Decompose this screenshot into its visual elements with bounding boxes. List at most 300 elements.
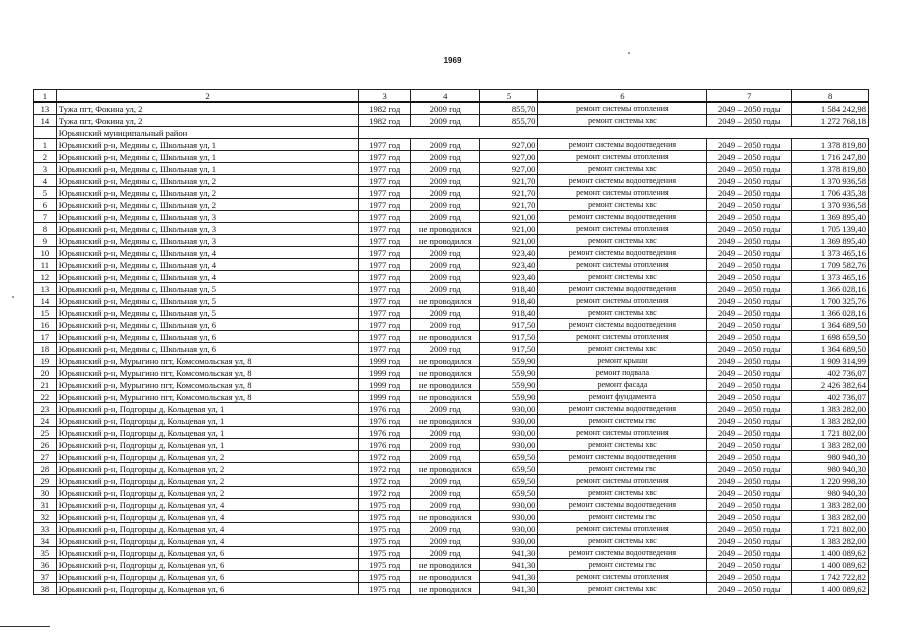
estimated-cost-cell: 1 721 802,00 xyxy=(792,427,869,439)
district-row-filler xyxy=(359,127,869,139)
total-area-cell: 930,00 xyxy=(480,523,538,535)
row-number-cell: 14 xyxy=(34,115,57,127)
estimated-cost-cell: 402 736,07 xyxy=(792,391,869,403)
row-number-cell: 3 xyxy=(34,163,57,175)
address-cell: Юрьянский р-н, Медяны с, Школьная ул, 5 xyxy=(56,295,359,307)
column-number: 3 xyxy=(359,90,411,103)
work-type-cell: ремонт системы отопления xyxy=(538,259,707,271)
table-row xyxy=(34,283,869,295)
planned-period-cell: 2049 – 2050 годы xyxy=(707,271,792,283)
total-area-cell: 917,50 xyxy=(480,331,538,343)
address-cell: Юрьянский р-н, Медяны с, Школьная ул, 6 xyxy=(56,331,359,343)
last-repair-year-cell: не проводился xyxy=(411,391,480,403)
estimated-cost-cell: 1 400 089,62 xyxy=(792,547,869,559)
estimated-cost-cell: 402 736,07 xyxy=(792,367,869,379)
estimated-cost-cell: 1 716 247,80 xyxy=(792,151,869,163)
table-row xyxy=(34,355,869,367)
planned-period-cell: 2049 – 2050 годы xyxy=(707,439,792,451)
work-type-cell: ремонт системы водоотведения xyxy=(538,403,707,415)
address-cell: Юрьянский р-н, Подгорцы д, Кольцевая ул, 4 xyxy=(56,523,359,535)
address-cell: Юрьянский р-н, Мурыгино пгт, Комсомольская ул, 8 xyxy=(56,391,359,403)
address-cell: Юрьянский р-н, Подгорцы д, Кольцевая ул, 1 xyxy=(56,403,359,415)
table-row xyxy=(34,475,869,487)
planned-period-cell: 2049 – 2050 годы xyxy=(707,199,792,211)
year-built-cell: 1977 год xyxy=(359,343,411,355)
last-repair-year-cell: 2009 год xyxy=(411,271,480,283)
address-cell: Юрьянский р-н, Подгорцы д, Кольцевая ул, 6 xyxy=(56,571,359,583)
column-number: 4 xyxy=(411,90,480,103)
last-repair-year-cell: 2009 год xyxy=(411,163,480,175)
last-repair-year-cell: 2009 год xyxy=(411,187,480,199)
last-repair-year-cell: 2009 год xyxy=(411,451,480,463)
total-area-cell: 930,00 xyxy=(480,511,538,523)
work-type-cell: ремонт системы водоотведения xyxy=(538,547,707,559)
last-repair-year-cell: не проводился xyxy=(411,463,480,475)
planned-period-cell: 2049 – 2050 годы xyxy=(707,511,792,523)
last-repair-year-cell: 2009 год xyxy=(411,102,480,115)
address-cell: Юрьянский р-н, Медяны с, Школьная ул, 5 xyxy=(56,283,359,295)
row-number-cell: 9 xyxy=(34,235,57,247)
table-row xyxy=(34,223,869,235)
row-number-cell: 8 xyxy=(34,223,57,235)
total-area-cell: 921,70 xyxy=(480,187,538,199)
year-built-cell: 1976 год xyxy=(359,427,411,439)
work-type-cell: ремонт системы хвс xyxy=(538,115,707,127)
last-repair-year-cell: не проводился xyxy=(411,571,480,583)
total-area-cell: 927,00 xyxy=(480,151,538,163)
estimated-cost-cell: 1 383 282,00 xyxy=(792,439,869,451)
estimated-cost-cell: 1 383 282,00 xyxy=(792,499,869,511)
total-area-cell: 917,50 xyxy=(480,319,538,331)
table-row xyxy=(34,427,869,439)
year-built-cell: 1972 год xyxy=(359,475,411,487)
estimated-cost-cell: 1 742 722,82 xyxy=(792,571,869,583)
work-type-cell: ремонт фундамента xyxy=(538,391,707,403)
total-area-cell: 659,50 xyxy=(480,487,538,499)
estimated-cost-cell: 1 378 819,80 xyxy=(792,163,869,175)
work-type-cell: ремонт системы водоотведения xyxy=(538,451,707,463)
address-cell: Юрьянский р-н, Подгорцы д, Кольцевая ул, 4 xyxy=(56,535,359,547)
year-built-cell: 1977 год xyxy=(359,187,411,199)
address-cell: Юрьянский р-н, Мурыгино пгт, Комсомольская ул, 8 xyxy=(56,379,359,391)
estimated-cost-cell: 1 383 282,00 xyxy=(792,535,869,547)
year-built-cell: 1977 год xyxy=(359,307,411,319)
row-number-cell: 2 xyxy=(34,151,57,163)
last-repair-year-cell: 2009 год xyxy=(411,175,480,187)
row-number-cell: 32 xyxy=(34,511,57,523)
table-row xyxy=(34,367,869,379)
total-area-cell: 923,40 xyxy=(480,259,538,271)
last-repair-year-cell: 2009 год xyxy=(411,211,480,223)
work-type-cell: ремонт системы хвс xyxy=(538,199,707,211)
row-number-cell: 12 xyxy=(34,271,57,283)
planned-period-cell: 2049 – 2050 годы xyxy=(707,235,792,247)
estimated-cost-cell: 1 366 028,16 xyxy=(792,307,869,319)
planned-period-cell: 2049 – 2050 годы xyxy=(707,223,792,235)
estimated-cost-cell: 1 364 689,50 xyxy=(792,319,869,331)
table-row xyxy=(34,163,869,175)
planned-period-cell: 2049 – 2050 годы xyxy=(707,211,792,223)
address-cell: Юрьянский р-н, Медяны с, Школьная ул, 4 xyxy=(56,259,359,271)
total-area-cell: 921,00 xyxy=(480,211,538,223)
total-area-cell: 930,00 xyxy=(480,415,538,427)
estimated-cost-cell: 1 721 802,00 xyxy=(792,523,869,535)
planned-period-cell: 2049 – 2050 годы xyxy=(707,547,792,559)
last-repair-year-cell: 2009 год xyxy=(411,439,480,451)
table-row xyxy=(34,199,869,211)
address-cell: Юрьянский р-н, Медяны с, Школьная ул, 1 xyxy=(56,163,359,175)
row-number-cell: 1 xyxy=(34,139,57,151)
estimated-cost-cell: 1 383 282,00 xyxy=(792,415,869,427)
row-number-cell: 19 xyxy=(34,355,57,367)
total-area-cell: 855,70 xyxy=(480,115,538,127)
address-cell: Юрьянский р-н, Медяны с, Школьная ул, 4 xyxy=(56,271,359,283)
address-cell: Юрьянский р-н, Подгорцы д, Кольцевая ул, 6 xyxy=(56,547,359,559)
year-built-cell: 1975 год xyxy=(359,511,411,523)
estimated-cost-cell: 1 378 819,80 xyxy=(792,139,869,151)
row-number-cell: 22 xyxy=(34,391,57,403)
total-area-cell: 917,50 xyxy=(480,343,538,355)
table-row xyxy=(34,523,869,535)
column-number-row xyxy=(34,90,869,103)
estimated-cost-cell: 980 940,30 xyxy=(792,487,869,499)
district-heading-row xyxy=(34,127,869,139)
table-row xyxy=(34,559,869,571)
address-cell: Тужа пгт, Фокина ул, 2 xyxy=(56,115,359,127)
table-row xyxy=(34,499,869,511)
year-built-cell: 1977 год xyxy=(359,271,411,283)
work-type-cell: ремонт системы отопления xyxy=(538,102,707,115)
year-built-cell: 1977 год xyxy=(359,211,411,223)
row-number-cell: 38 xyxy=(34,583,57,595)
work-type-cell: ремонт системы отопления xyxy=(538,523,707,535)
planned-period-cell: 2049 – 2050 годы xyxy=(707,102,792,115)
address-cell: Юрьянский р-н, Медяны с, Школьная ул, 4 xyxy=(56,247,359,259)
table-row xyxy=(34,319,869,331)
table-row xyxy=(34,547,869,559)
estimated-cost-cell: 1 383 282,00 xyxy=(792,511,869,523)
total-area-cell: 659,50 xyxy=(480,475,538,487)
table-row xyxy=(34,187,869,199)
estimated-cost-cell: 1 220 998,30 xyxy=(792,475,869,487)
table-row xyxy=(34,463,869,475)
planned-period-cell: 2049 – 2050 годы xyxy=(707,343,792,355)
scan-speck xyxy=(12,296,14,298)
address-cell: Юрьянский р-н, Медяны с, Школьная ул, 2 xyxy=(56,199,359,211)
address-cell: Юрьянский р-н, Подгорцы д, Кольцевая ул, 6 xyxy=(56,559,359,571)
planned-period-cell: 2049 – 2050 годы xyxy=(707,475,792,487)
planned-period-cell: 2049 – 2050 годы xyxy=(707,331,792,343)
last-repair-year-cell: 2009 год xyxy=(411,523,480,535)
work-type-cell: ремонт системы отопления xyxy=(538,475,707,487)
table-body xyxy=(34,90,869,595)
last-repair-year-cell: не проводился xyxy=(411,367,480,379)
year-built-cell: 1975 год xyxy=(359,547,411,559)
column-number: 7 xyxy=(707,90,792,103)
row-number-cell: 11 xyxy=(34,259,57,271)
address-cell: Юрьянский р-н, Мурыгино пгт, Комсомольская ул, 8 xyxy=(56,367,359,379)
table-row xyxy=(34,247,869,259)
total-area-cell: 559,90 xyxy=(480,379,538,391)
address-cell: Юрьянский р-н, Медяны с, Школьная ул, 1 xyxy=(56,139,359,151)
work-type-cell: ремонт системы водоотведения xyxy=(538,247,707,259)
year-built-cell: 1999 год xyxy=(359,391,411,403)
total-area-cell: 923,40 xyxy=(480,271,538,283)
year-built-cell: 1977 год xyxy=(359,163,411,175)
estimated-cost-cell: 1 364 689,50 xyxy=(792,343,869,355)
planned-period-cell: 2049 – 2050 годы xyxy=(707,307,792,319)
row-number-cell: 21 xyxy=(34,379,57,391)
row-number-cell: 16 xyxy=(34,319,57,331)
row-number-cell: 27 xyxy=(34,451,57,463)
estimated-cost-cell: 1 909 314,99 xyxy=(792,355,869,367)
total-area-cell: 559,90 xyxy=(480,367,538,379)
work-type-cell: ремонт системы хвс xyxy=(538,343,707,355)
work-type-cell: ремонт подвала xyxy=(538,367,707,379)
address-cell: Юрьянский р-н, Подгорцы д, Кольцевая ул, 2 xyxy=(56,463,359,475)
last-repair-year-cell: не проводился xyxy=(411,223,480,235)
work-type-cell: ремонт системы хвс xyxy=(538,439,707,451)
row-number-cell: 24 xyxy=(34,415,57,427)
planned-period-cell: 2049 – 2050 годы xyxy=(707,523,792,535)
row-number-cell: 4 xyxy=(34,175,57,187)
year-built-cell: 1976 год xyxy=(359,439,411,451)
work-type-cell: ремонт системы гвс xyxy=(538,415,707,427)
table-row xyxy=(34,379,869,391)
planned-period-cell: 2049 – 2050 годы xyxy=(707,571,792,583)
year-built-cell: 1977 год xyxy=(359,151,411,163)
estimated-cost-cell: 1 366 028,16 xyxy=(792,283,869,295)
column-number: 1 xyxy=(34,90,57,103)
planned-period-cell: 2049 – 2050 годы xyxy=(707,463,792,475)
row-number-cell: 34 xyxy=(34,535,57,547)
planned-period-cell: 2049 – 2050 годы xyxy=(707,319,792,331)
address-cell: Юрьянский р-н, Медяны с, Школьная ул, 3 xyxy=(56,235,359,247)
total-area-cell: 559,90 xyxy=(480,355,538,367)
table-row xyxy=(34,307,869,319)
table-row xyxy=(34,235,869,247)
year-built-cell: 1975 год xyxy=(359,523,411,535)
address-cell: Юрьянский р-н, Подгорцы д, Кольцевая ул, 1 xyxy=(56,427,359,439)
planned-period-cell: 2049 – 2050 годы xyxy=(707,355,792,367)
year-built-cell: 1977 год xyxy=(359,223,411,235)
year-built-cell: 1977 год xyxy=(359,199,411,211)
table-row xyxy=(34,115,869,127)
last-repair-year-cell: 2009 год xyxy=(411,535,480,547)
total-area-cell: 659,50 xyxy=(480,451,538,463)
year-built-cell: 1975 год xyxy=(359,583,411,595)
work-type-cell: ремонт системы водоотведения xyxy=(538,283,707,295)
planned-period-cell: 2049 – 2050 годы xyxy=(707,259,792,271)
address-cell: Юрьянский р-н, Подгорцы д, Кольцевая ул, 6 xyxy=(56,583,359,595)
row-number-cell: 14 xyxy=(34,295,57,307)
total-area-cell: 930,00 xyxy=(480,499,538,511)
estimated-cost-cell: 1 705 139,40 xyxy=(792,223,869,235)
row-number-cell: 33 xyxy=(34,523,57,535)
row-number-cell: 35 xyxy=(34,547,57,559)
planned-period-cell: 2049 – 2050 годы xyxy=(707,247,792,259)
work-type-cell: ремонт системы отопления xyxy=(538,295,707,307)
estimated-cost-cell: 1 370 936,58 xyxy=(792,175,869,187)
row-number-cell xyxy=(34,127,57,139)
table-row xyxy=(34,391,869,403)
planned-period-cell: 2049 – 2050 годы xyxy=(707,451,792,463)
last-repair-year-cell: 2009 год xyxy=(411,259,480,271)
row-number-cell: 7 xyxy=(34,211,57,223)
row-number-cell: 18 xyxy=(34,343,57,355)
total-area-cell: 918,40 xyxy=(480,283,538,295)
year-built-cell: 1982 год xyxy=(359,115,411,127)
year-built-cell: 1999 год xyxy=(359,367,411,379)
work-type-cell: ремонт системы отопления xyxy=(538,151,707,163)
row-number-cell: 13 xyxy=(34,283,57,295)
year-built-cell: 1975 год xyxy=(359,571,411,583)
work-type-cell: ремонт системы хвс xyxy=(538,307,707,319)
planned-period-cell: 2049 – 2050 годы xyxy=(707,175,792,187)
work-type-cell: ремонт крыши xyxy=(538,355,707,367)
last-repair-year-cell: 2009 год xyxy=(411,307,480,319)
total-area-cell: 918,40 xyxy=(480,295,538,307)
table-row xyxy=(34,415,869,427)
row-number-cell: 28 xyxy=(34,463,57,475)
row-number-cell: 15 xyxy=(34,307,57,319)
year-built-cell: 1977 год xyxy=(359,283,411,295)
year-built-cell: 1977 год xyxy=(359,139,411,151)
estimated-cost-cell: 1 383 282,00 xyxy=(792,403,869,415)
planned-period-cell: 2049 – 2050 годы xyxy=(707,403,792,415)
address-cell: Юрьянский р-н, Медяны с, Школьная ул, 2 xyxy=(56,175,359,187)
planned-period-cell: 2049 – 2050 годы xyxy=(707,151,792,163)
row-number-cell: 31 xyxy=(34,499,57,511)
row-number-cell: 36 xyxy=(34,559,57,571)
column-number: 2 xyxy=(56,90,359,103)
table-row xyxy=(34,535,869,547)
work-type-cell: ремонт системы гвс xyxy=(538,559,707,571)
row-number-cell: 37 xyxy=(34,571,57,583)
page-number: 1969 xyxy=(443,56,462,65)
row-number-cell: 20 xyxy=(34,367,57,379)
year-built-cell: 1972 год xyxy=(359,451,411,463)
total-area-cell: 921,70 xyxy=(480,199,538,211)
total-area-cell: 930,00 xyxy=(480,439,538,451)
planned-period-cell: 2049 – 2050 годы xyxy=(707,187,792,199)
table-row xyxy=(34,343,869,355)
table-row xyxy=(34,331,869,343)
address-cell: Юрьянский р-н, Медяны с, Школьная ул, 3 xyxy=(56,211,359,223)
total-area-cell: 930,00 xyxy=(480,535,538,547)
address-cell: Юрьянский р-н, Медяны с, Школьная ул, 2 xyxy=(56,187,359,199)
year-built-cell: 1977 год xyxy=(359,247,411,259)
estimated-cost-cell: 1 400 089,62 xyxy=(792,583,869,595)
address-cell: Юрьянский р-н, Подгорцы д, Кольцевая ул, 2 xyxy=(56,475,359,487)
planned-period-cell: 2049 – 2050 годы xyxy=(707,415,792,427)
work-type-cell: ремонт системы отопления xyxy=(538,331,707,343)
total-area-cell: 930,00 xyxy=(480,427,538,439)
year-built-cell: 1972 год xyxy=(359,487,411,499)
last-repair-year-cell: 2009 год xyxy=(411,283,480,295)
work-type-cell: ремонт системы хвс xyxy=(538,163,707,175)
year-built-cell: 1975 год xyxy=(359,559,411,571)
address-cell: Юрьянский р-н, Подгорцы д, Кольцевая ул, 2 xyxy=(56,487,359,499)
address-cell: Юрьянский р-н, Подгорцы д, Кольцевая ул, 4 xyxy=(56,499,359,511)
estimated-cost-cell: 1 698 659,50 xyxy=(792,331,869,343)
planned-period-cell: 2049 – 2050 годы xyxy=(707,367,792,379)
planned-period-cell: 2049 – 2050 годы xyxy=(707,535,792,547)
last-repair-year-cell: 2009 год xyxy=(411,319,480,331)
row-number-cell: 17 xyxy=(34,331,57,343)
work-type-cell: ремонт фасада xyxy=(538,379,707,391)
table-row xyxy=(34,439,869,451)
planned-period-cell: 2049 – 2050 годы xyxy=(707,163,792,175)
table-row xyxy=(34,571,869,583)
work-type-cell: ремонт системы хвс xyxy=(538,535,707,547)
last-repair-year-cell: не проводился xyxy=(411,559,480,571)
last-repair-year-cell: не проводился xyxy=(411,583,480,595)
address-cell: Юрьянский р-н, Медяны с, Школьная ул, 6 xyxy=(56,343,359,355)
last-repair-year-cell: не проводился xyxy=(411,295,480,307)
column-number: 8 xyxy=(792,90,869,103)
table-row xyxy=(34,271,869,283)
total-area-cell: 855,70 xyxy=(480,102,538,115)
total-area-cell: 921,00 xyxy=(480,235,538,247)
total-area-cell: 930,00 xyxy=(480,403,538,415)
last-repair-year-cell: не проводился xyxy=(411,379,480,391)
table-row xyxy=(34,139,869,151)
last-repair-year-cell: 2009 год xyxy=(411,487,480,499)
total-area-cell: 927,00 xyxy=(480,163,538,175)
year-built-cell: 1982 год xyxy=(359,102,411,115)
repair-schedule-table xyxy=(33,89,869,595)
planned-period-cell: 2049 – 2050 годы xyxy=(707,427,792,439)
table-row xyxy=(34,403,869,415)
last-repair-year-cell: 2009 год xyxy=(411,475,480,487)
footnote-rule xyxy=(0,626,50,627)
table-row xyxy=(34,102,869,115)
table-row xyxy=(34,487,869,499)
planned-period-cell: 2049 – 2050 годы xyxy=(707,115,792,127)
estimated-cost-cell: 1 700 325,76 xyxy=(792,295,869,307)
row-number-cell: 5 xyxy=(34,187,57,199)
estimated-cost-cell: 1 584 242,98 xyxy=(792,102,869,115)
table-row xyxy=(34,259,869,271)
table-row xyxy=(34,295,869,307)
work-type-cell: ремонт системы водоотведения xyxy=(538,139,707,151)
work-type-cell: ремонт системы хвс xyxy=(538,583,707,595)
last-repair-year-cell: 2009 год xyxy=(411,139,480,151)
year-built-cell: 1976 год xyxy=(359,415,411,427)
estimated-cost-cell: 1 706 435,38 xyxy=(792,187,869,199)
total-area-cell: 918,40 xyxy=(480,307,538,319)
table-row xyxy=(34,175,869,187)
scan-speck xyxy=(628,52,630,54)
last-repair-year-cell: не проводился xyxy=(411,355,480,367)
work-type-cell: ремонт системы отопления xyxy=(538,427,707,439)
planned-period-cell: 2049 – 2050 годы xyxy=(707,559,792,571)
address-cell: Юрьянский р-н, Медяны с, Школьная ул, 1 xyxy=(56,151,359,163)
address-cell: Тужа пгт, Фокина ул, 2 xyxy=(56,102,359,115)
address-cell: Юрьянский р-н, Медяны с, Школьная ул, 5 xyxy=(56,307,359,319)
estimated-cost-cell: 1 400 089,62 xyxy=(792,559,869,571)
work-type-cell: ремонт системы отопления xyxy=(538,223,707,235)
total-area-cell: 921,70 xyxy=(480,175,538,187)
total-area-cell: 941,30 xyxy=(480,547,538,559)
last-repair-year-cell: не проводился xyxy=(411,415,480,427)
planned-period-cell: 2049 – 2050 годы xyxy=(707,487,792,499)
year-built-cell: 1977 год xyxy=(359,235,411,247)
address-cell: Юрьянский р-н, Мурыгино пгт, Комсомольская ул, 8 xyxy=(56,355,359,367)
column-number: 5 xyxy=(480,90,538,103)
row-number-cell: 10 xyxy=(34,247,57,259)
